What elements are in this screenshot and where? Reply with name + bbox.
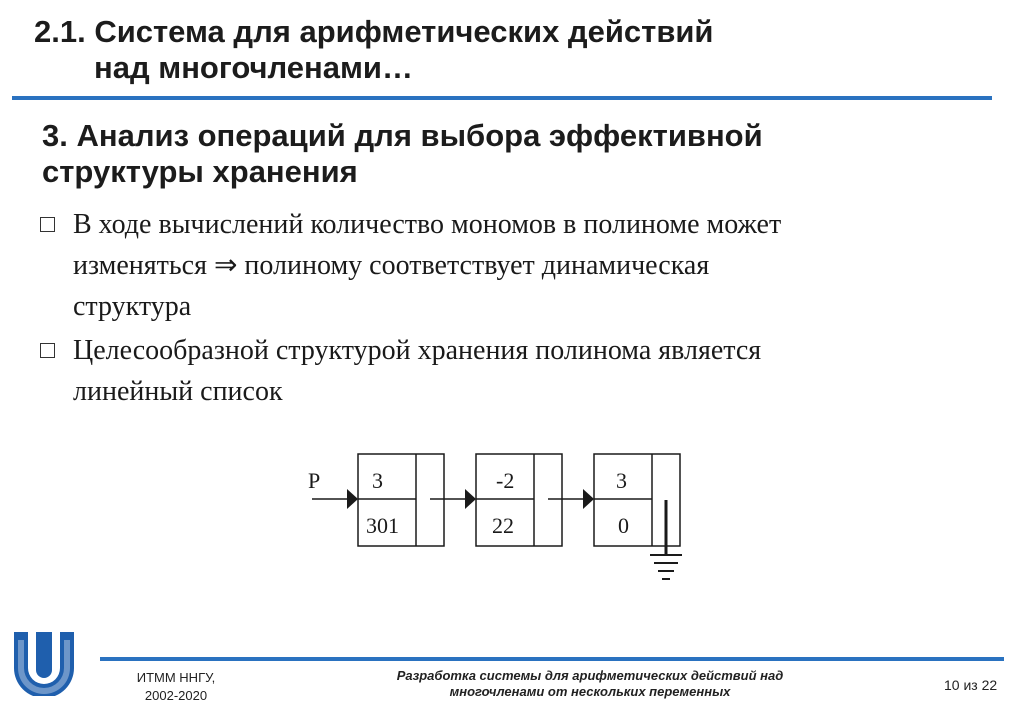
- bullet-list: [40, 204, 980, 415]
- footer-title-line1: Разработка системы для арифметических действий над: [396, 668, 784, 683]
- bullet-line: Целесообразной структурой хранения полинома является: [73, 335, 762, 366]
- bullet-text: [73, 204, 980, 327]
- node-coeff: -2: [496, 468, 515, 493]
- footer-course-title: [330, 668, 850, 700]
- top-divider: [12, 96, 992, 100]
- slide-title-line2: над многочленами…: [94, 50, 413, 85]
- square-bullet-icon: [40, 217, 55, 232]
- university-logo: [8, 628, 80, 696]
- bullet-line: структура: [73, 291, 192, 322]
- bottom-divider: [100, 657, 1004, 661]
- bullet-item: [40, 330, 980, 412]
- bullet-line: В ходе вычислений количество мономов в полиноме может: [73, 209, 782, 240]
- pointer-label: P: [308, 468, 321, 493]
- next-arrowhead: [583, 489, 594, 509]
- node-degree: 22: [492, 513, 514, 538]
- slide-title: [34, 14, 714, 86]
- page-number: 10 из 22: [944, 677, 998, 693]
- subtitle-line2: структуры хранения: [42, 154, 358, 189]
- slide-title-line1: 2.1. Система для арифметических действий: [34, 14, 714, 49]
- subtitle-line1: 3. Анализ операций для выбора эффективной: [42, 118, 763, 153]
- footer-years: 2002-2020: [144, 688, 208, 703]
- list-node: [358, 454, 444, 546]
- footer-title-line2: многочленами от нескольких переменных: [449, 684, 731, 699]
- bullet-item: [40, 204, 980, 327]
- bullet-text: [73, 330, 980, 412]
- node-degree: 301: [366, 513, 399, 538]
- bullet-line: изменяться ⇒ полиному соответствует динамическая: [73, 250, 710, 281]
- pointer-arrowhead: [347, 489, 358, 509]
- next-arrowhead: [465, 489, 476, 509]
- node-degree: 0: [618, 513, 629, 538]
- section-subtitle: [42, 118, 763, 190]
- square-bullet-icon: [40, 343, 55, 358]
- footer-organization: [120, 669, 232, 705]
- bullet-line: линейный список: [73, 376, 283, 407]
- node-coeff: 3: [616, 468, 627, 493]
- linked-list-diagram: [300, 450, 700, 590]
- list-node: [476, 454, 562, 546]
- node-coeff: 3: [372, 468, 383, 493]
- footer-org-name: ИТММ ННГУ,: [136, 670, 216, 685]
